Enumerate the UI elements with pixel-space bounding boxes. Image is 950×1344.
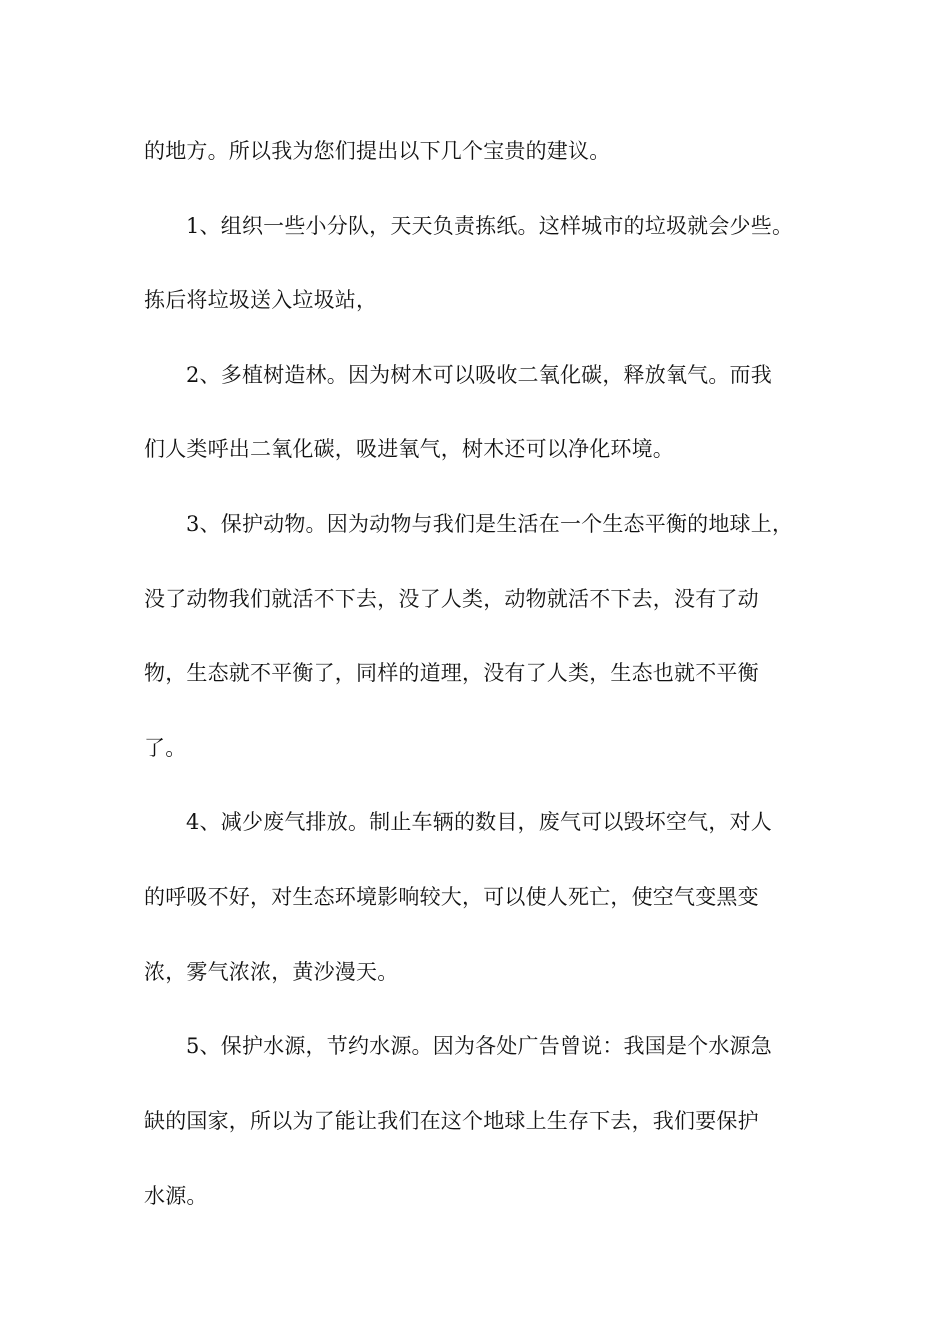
text-line: 没了动物我们就活不下去，没了人类，动物就活不下去，没有了动 — [144, 587, 759, 611]
text-line: 1、组织一些小分队，天天负责拣纸。这样城市的垃圾就会少些。 — [186, 214, 794, 238]
text-line: 4、减少废气排放。制止车辆的数目，废气可以毁坏空气，对人 — [186, 810, 772, 834]
text-line: 的地方。所以我为您们提出以下几个宝贵的建议。 — [144, 139, 611, 163]
text-line: 的呼吸不好，对生态环境影响较大，可以使人死亡，使空气变黑变 — [144, 885, 759, 909]
text-line: 拣后将垃圾送入垃圾站， — [144, 288, 378, 312]
text-line: 3、保护动物。因为动物与我们是生活在一个生态平衡的地球上， — [186, 512, 794, 536]
text-line: 缺的国家，所以为了能让我们在这个地球上生存下去，我们要保护 — [144, 1109, 759, 1133]
text-line: 浓，雾气浓浓，黄沙漫天。 — [144, 960, 399, 984]
text-line: 了。 — [144, 736, 187, 760]
text-line: 水源。 — [144, 1184, 208, 1208]
text-line: 物，生态就不平衡了，同样的道理，没有了人类，生态也就不平衡 — [144, 661, 759, 685]
text-line: 2、多植树造林。因为树木可以吸收二氧化碳，释放氧气。而我 — [186, 363, 772, 387]
text-line: 们人类呼出二氧化碳，吸进氧气，树木还可以净化环境。 — [144, 437, 674, 461]
text-line: 5、保护水源，节约水源。因为各处广告曾说：我国是个水源急 — [186, 1034, 772, 1058]
